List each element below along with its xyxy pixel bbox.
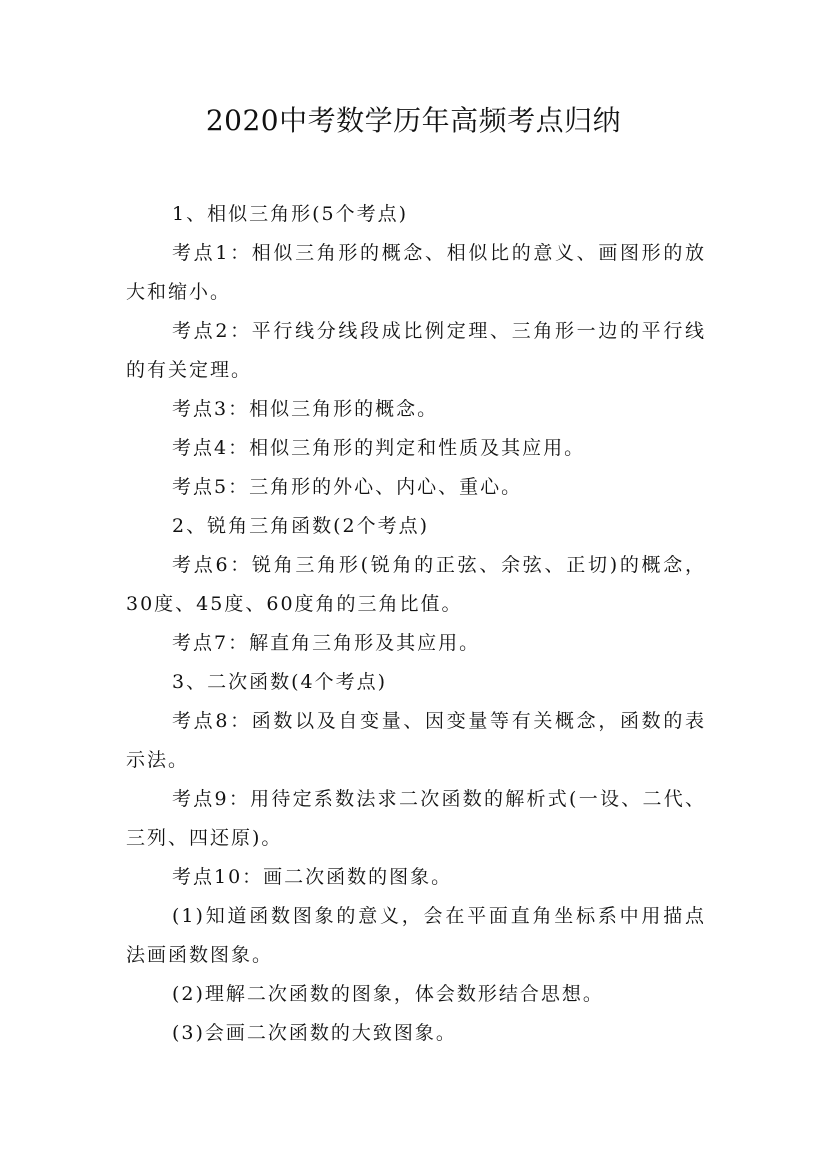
point-6: 考点6：锐角三角形(锐角的正弦、余弦、正切)的概念，30度、45度、60度角的三角比值。 bbox=[126, 554, 706, 615]
point-3: 考点3：相似三角形的概念。 bbox=[172, 398, 439, 420]
point-1: 考点1：相似三角形的概念、相似比的意义、画图形的放大和缩小。 bbox=[126, 242, 706, 303]
section-heading-quadratic-functions: 3、二次函数(4个考点) bbox=[172, 671, 388, 693]
point-10: 考点10：画二次函数的图象。 bbox=[172, 866, 453, 888]
sub-item-1: (1)知道函数图象的意义，会在平面直角坐标系中用描点法画函数图象。 bbox=[126, 905, 706, 966]
point-9: 考点9：用待定系数法求二次函数的解析式(一设、二代、三列、四还原)。 bbox=[126, 788, 706, 849]
document-title: 2020中考数学历年高频考点归纳 bbox=[205, 104, 622, 137]
point-7: 考点7：解直角三角形及其应用。 bbox=[172, 632, 481, 654]
document-body bbox=[126, 195, 706, 1053]
section-heading-trig-functions: 2、锐角三角函数(2个考点) bbox=[172, 515, 430, 537]
point-5: 考点5：三角形的外心、内心、重心。 bbox=[172, 476, 523, 498]
point-4: 考点4：相似三角形的判定和性质及其应用。 bbox=[172, 437, 586, 459]
sub-item-2: (2)理解二次函数的图象，体会数形结合思想。 bbox=[172, 983, 604, 1005]
point-8: 考点8：函数以及自变量、因变量等有关概念，函数的表示法。 bbox=[126, 710, 706, 771]
sub-item-3: (3)会画二次函数的大致图象。 bbox=[172, 1022, 457, 1044]
point-2: 考点2：平行线分线段成比例定理、三角形一边的平行线的有关定理。 bbox=[126, 320, 706, 381]
section-heading-similar-triangles: 1、相似三角形(5个考点) bbox=[172, 203, 409, 225]
